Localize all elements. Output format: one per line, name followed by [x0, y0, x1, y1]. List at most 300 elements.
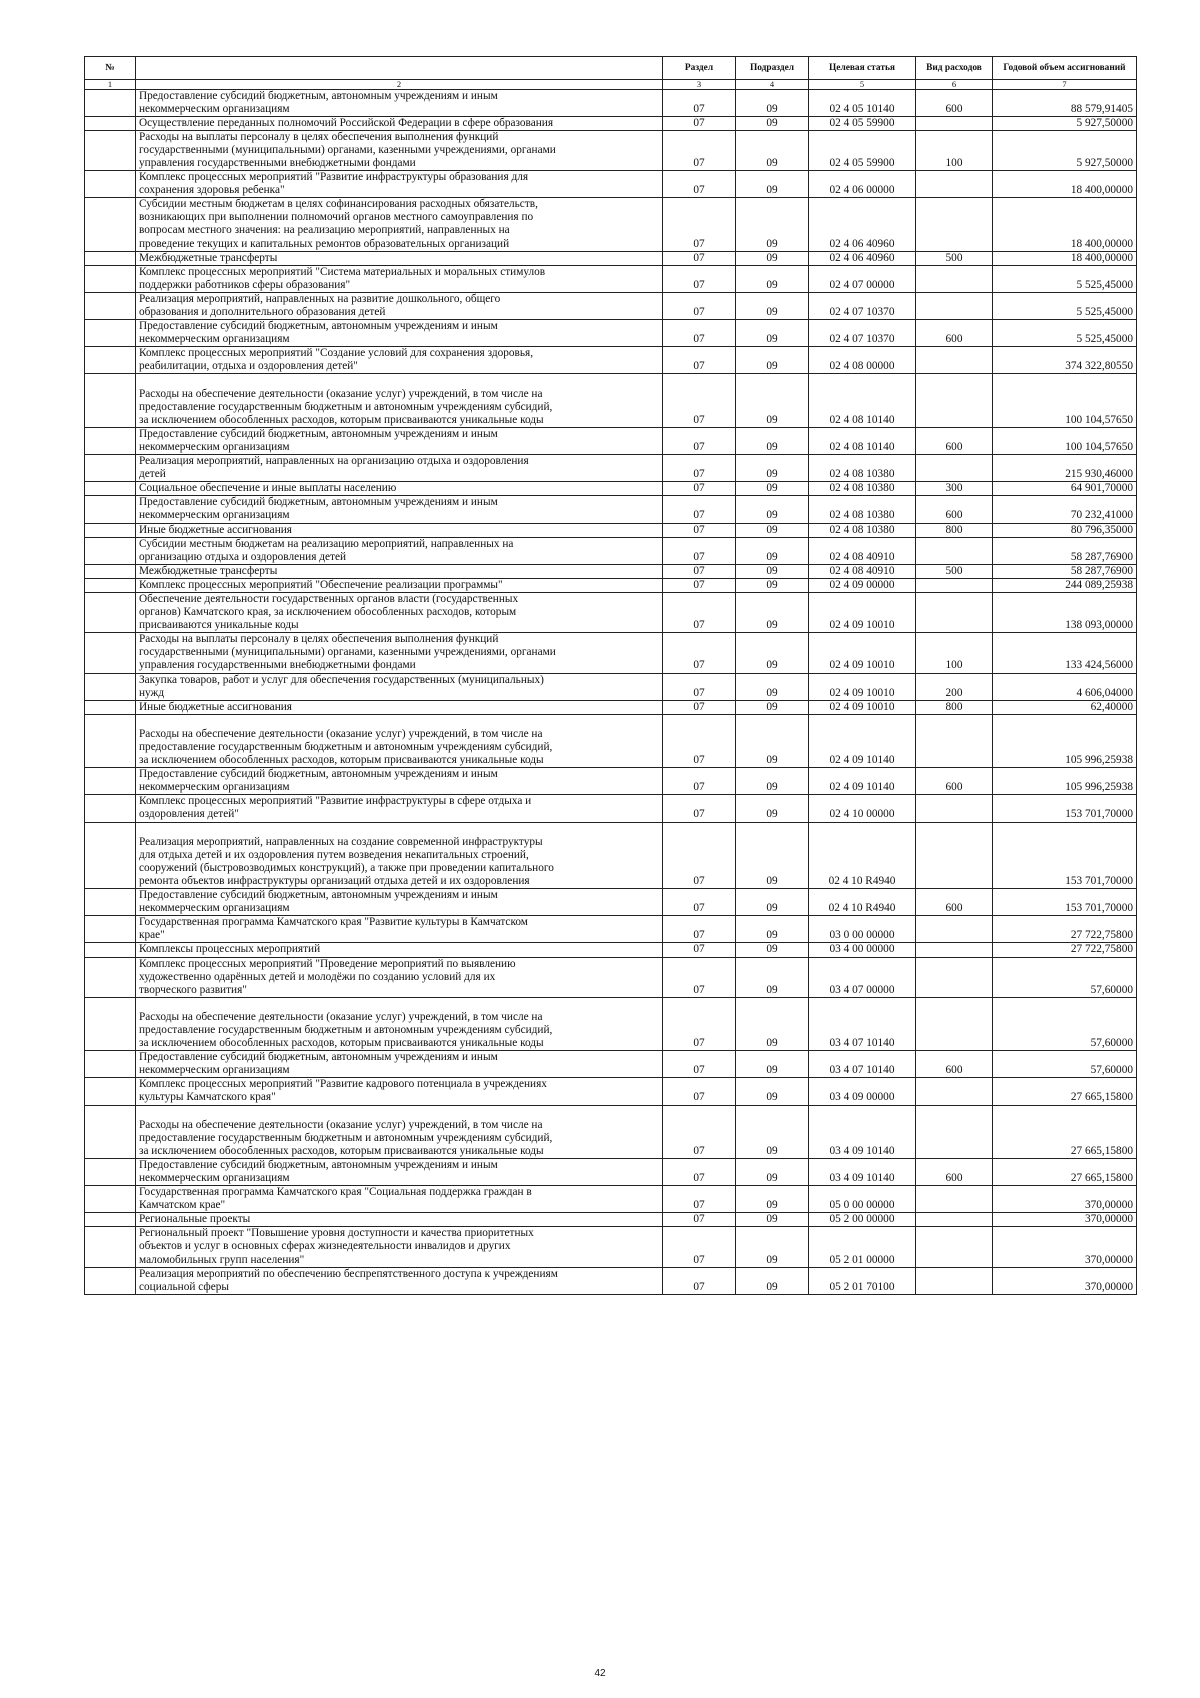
cell-expense-type: [916, 1105, 993, 1158]
cell-no: [85, 1186, 136, 1213]
cell-amount: 58 287,76900: [993, 564, 1137, 578]
cell-target-article: 02 4 06 00000: [809, 171, 916, 198]
cell-name: [136, 265, 663, 292]
cell-no: [85, 957, 136, 997]
cell-no: [85, 89, 136, 116]
cell-section: 07: [663, 714, 736, 767]
cell-target-article: 03 0 00 00000: [809, 916, 916, 943]
cell-name-line: Комплекс процессных мероприятий "Развитие инфраструктуры образования для: [139, 171, 529, 184]
cell-section: 07: [663, 374, 736, 427]
table-body: [85, 89, 1137, 1294]
cell-section: 07: [663, 116, 736, 130]
cell-amount: 58 287,76900: [993, 537, 1137, 564]
cell-name-line: сохранения здоровья ребенка": [139, 184, 285, 197]
cell-name-line: Предоставление субсидий бюджетным, автономным учреждениям и иным: [139, 1051, 498, 1064]
cell-expense-type: [916, 374, 993, 427]
cell-name-line: государственными (муниципальными) органами, казенными учреждениями, органами: [139, 143, 556, 156]
cell-name: [136, 1267, 663, 1294]
cell-expense-type: [916, 455, 993, 482]
cell-name-line: за исключением обособленных расходов, которым присваиваются уникальные коды: [139, 1037, 544, 1050]
table-row: [85, 1186, 1137, 1213]
cell-name: [136, 292, 663, 319]
cell-section: 07: [663, 1105, 736, 1158]
table-row: [85, 251, 1137, 265]
cell-name: [136, 673, 663, 700]
cell-subsection: 09: [736, 1186, 809, 1213]
cell-name-line: некоммерческим организациям: [139, 333, 290, 346]
cell-name-line: управления государственными внебюджетными фондами: [139, 659, 416, 672]
cell-subsection: 09: [736, 523, 809, 537]
cell-name-line: Комплекс процессных мероприятий "Развитие инфраструктуры в сфере отдыха и: [139, 795, 532, 808]
cell-subsection: 09: [736, 482, 809, 496]
header-no: №: [85, 57, 136, 80]
cell-amount: 4 606,04000: [993, 673, 1137, 700]
cell-section: 07: [663, 822, 736, 888]
cell-no: [85, 997, 136, 1050]
cell-no: [85, 633, 136, 673]
cell-expense-type: [916, 116, 993, 130]
cell-section: 07: [663, 251, 736, 265]
cell-name-line: Предоставление субсидий бюджетным, автономным учреждениям и иным: [139, 889, 498, 902]
cell-name: [136, 130, 663, 170]
cell-name-line: некоммерческим организациям: [139, 102, 290, 115]
cell-name: [136, 198, 663, 251]
cell-name-line: Социальное обеспечение и иные выплаты населению: [139, 482, 397, 495]
cell-section: 07: [663, 768, 736, 795]
cell-no: [85, 564, 136, 578]
cell-name: [136, 455, 663, 482]
cell-name-line: Комплексы процессных мероприятий: [139, 943, 321, 956]
col-number: 5: [809, 80, 916, 90]
cell-subsection: 09: [736, 1051, 809, 1078]
cell-target-article: 02 4 10 R4940: [809, 889, 916, 916]
cell-name-line: крае": [139, 929, 165, 942]
table-row: [85, 943, 1137, 957]
cell-expense-type: [916, 957, 993, 997]
cell-name-line: оздоровления детей": [139, 808, 239, 821]
cell-subsection: 09: [736, 455, 809, 482]
cell-subsection: 09: [736, 537, 809, 564]
cell-section: 07: [663, 292, 736, 319]
cell-amount: 153 701,70000: [993, 822, 1137, 888]
cell-name-line: государственными (муниципальными) органами, казенными учреждениями, органами: [139, 646, 556, 659]
page-number: 42: [594, 1668, 606, 1679]
table-row: [85, 292, 1137, 319]
cell-expense-type: 600: [916, 320, 993, 347]
cell-name-line: некоммерческим организациям: [139, 1064, 290, 1077]
cell-target-article: 02 4 08 10380: [809, 523, 916, 537]
table-row: [85, 455, 1137, 482]
table-row: [85, 198, 1137, 251]
cell-no: [85, 1105, 136, 1158]
cell-expense-type: [916, 795, 993, 822]
cell-expense-type: [916, 822, 993, 888]
cell-amount: 88 579,91405: [993, 89, 1137, 116]
cell-expense-type: 500: [916, 251, 993, 265]
cell-name: [136, 482, 663, 496]
col-number: 2: [136, 80, 663, 90]
cell-name: [136, 700, 663, 714]
cell-no: [85, 171, 136, 198]
cell-target-article: 02 4 08 00000: [809, 347, 916, 374]
cell-name: [136, 427, 663, 454]
table-row: [85, 320, 1137, 347]
cell-subsection: 09: [736, 1158, 809, 1185]
cell-section: 07: [663, 130, 736, 170]
cell-subsection: 09: [736, 1267, 809, 1294]
cell-subsection: 09: [736, 130, 809, 170]
cell-name-line: объектов и услуг в основных сферах жизнедеятельности инвалидов и других: [139, 1240, 511, 1253]
cell-section: 07: [663, 795, 736, 822]
cell-subsection: 09: [736, 265, 809, 292]
table-row: [85, 1267, 1137, 1294]
cell-name-line: сооружений (быстровозводимых конструкций), а также при проведении капитального: [139, 861, 554, 874]
cell-name-line: Региональные проекты: [139, 1213, 251, 1226]
table-row: [85, 795, 1137, 822]
cell-name-line: Реализация мероприятий, направленных на организацию отдыха и оздоровления: [139, 455, 529, 468]
cell-name: [136, 943, 663, 957]
cell-expense-type: [916, 916, 993, 943]
cell-name: [136, 564, 663, 578]
cell-amount: 374 322,80550: [993, 347, 1137, 374]
cell-name-line: маломобильных групп населения": [139, 1253, 305, 1266]
cell-subsection: 09: [736, 633, 809, 673]
cell-name-line: ремонта объектов инфраструктуры организаций отдыха детей и их оздоровления: [139, 874, 530, 887]
cell-name-line: некоммерческим организациям: [139, 1172, 290, 1184]
cell-target-article: 05 0 00 00000: [809, 1186, 916, 1213]
cell-name-line: некоммерческим организациям: [139, 781, 290, 794]
cell-target-article: 02 4 08 10140: [809, 427, 916, 454]
cell-amount: 133 424,56000: [993, 633, 1137, 673]
cell-name-line: за исключением обособленных расходов, которым присваиваются уникальные коды: [139, 1144, 544, 1157]
table-row: [85, 427, 1137, 454]
cell-amount: 5 927,50000: [993, 116, 1137, 130]
cell-target-article: 02 4 10 00000: [809, 795, 916, 822]
budget-table-page: [84, 56, 1136, 1295]
cell-target-article: 03 4 07 10140: [809, 997, 916, 1050]
cell-name: [136, 347, 663, 374]
cell-amount: 5 927,50000: [993, 130, 1137, 170]
cell-target-article: 03 4 09 10140: [809, 1158, 916, 1185]
cell-name-line: Комплекс процессных мероприятий "Создание условий для сохранения здоровья,: [139, 347, 534, 360]
cell-subsection: 09: [736, 292, 809, 319]
cell-no: [85, 427, 136, 454]
cell-name-line: социальной сферы: [139, 1280, 229, 1293]
cell-amount: 5 525,45000: [993, 265, 1137, 292]
cell-section: 07: [663, 592, 736, 632]
cell-expense-type: 600: [916, 89, 993, 116]
cell-subsection: 09: [736, 251, 809, 265]
table-row: [85, 997, 1137, 1050]
cell-name: [136, 822, 663, 888]
cell-name-line: Расходы на обеспечение деятельности (оказание услуг) учреждений, в том числе на: [139, 727, 543, 740]
cell-name-line: за исключением обособленных расходов, которым присваиваются уникальные коды: [139, 413, 544, 426]
cell-name-line: Расходы на выплаты персоналу в целях обеспечения выполнения функций: [139, 130, 499, 143]
cell-amount: 100 104,57650: [993, 374, 1137, 427]
cell-target-article: 02 4 07 10370: [809, 292, 916, 319]
cell-expense-type: 500: [916, 564, 993, 578]
budget-allocation-table: [84, 56, 1137, 1295]
cell-name-line: Осуществление переданных полномочий Российской Федерации в сфере образования: [139, 116, 554, 129]
cell-name-line: нужд: [139, 686, 165, 699]
cell-amount: 57,60000: [993, 1051, 1137, 1078]
table-row: [85, 633, 1137, 673]
cell-section: 07: [663, 427, 736, 454]
cell-section: 07: [663, 564, 736, 578]
cell-section: 07: [663, 1227, 736, 1267]
cell-expense-type: [916, 1227, 993, 1267]
cell-name: [136, 1078, 663, 1105]
cell-amount: 370,00000: [993, 1186, 1137, 1213]
cell-name-line: культуры Камчатского края": [139, 1091, 276, 1104]
cell-name-line: Расходы на обеспечение деятельности (оказание услуг) учреждений, в том числе на: [139, 1010, 543, 1023]
cell-amount: 57,60000: [993, 957, 1137, 997]
cell-section: 07: [663, 198, 736, 251]
cell-name-line: Закупка товаров, работ и услуг для обеспечения государственных (муниципальных): [139, 673, 544, 686]
cell-name: [136, 1186, 663, 1213]
cell-target-article: 02 4 09 10010: [809, 592, 916, 632]
cell-subsection: 09: [736, 673, 809, 700]
table-row: [85, 482, 1137, 496]
cell-subsection: 09: [736, 1105, 809, 1158]
cell-no: [85, 292, 136, 319]
cell-target-article: 05 2 01 70100: [809, 1267, 916, 1294]
cell-subsection: 09: [736, 592, 809, 632]
cell-amount: 27 665,15800: [993, 1158, 1137, 1185]
cell-subsection: 09: [736, 1227, 809, 1267]
cell-name-line: Межбюджетные трансферты: [139, 564, 278, 577]
cell-target-article: 02 4 07 00000: [809, 265, 916, 292]
cell-subsection: 09: [736, 89, 809, 116]
table-row: [85, 578, 1137, 592]
cell-section: 07: [663, 700, 736, 714]
cell-expense-type: 800: [916, 700, 993, 714]
cell-expense-type: [916, 592, 993, 632]
cell-expense-type: [916, 714, 993, 767]
col-number: 3: [663, 80, 736, 90]
cell-no: [85, 1213, 136, 1227]
cell-name-line: Государственная программа Камчатского края "Социальная поддержка граждан в: [139, 1186, 532, 1199]
cell-subsection: 09: [736, 997, 809, 1050]
cell-name: [136, 768, 663, 795]
cell-name: [136, 578, 663, 592]
cell-no: [85, 116, 136, 130]
table-header: [85, 57, 1137, 90]
cell-name-line: присваиваются уникальные коды: [139, 619, 299, 632]
cell-target-article: 02 4 08 10380: [809, 496, 916, 523]
cell-amount: 153 701,70000: [993, 889, 1137, 916]
cell-no: [85, 374, 136, 427]
cell-name: [136, 916, 663, 943]
cell-subsection: 09: [736, 1078, 809, 1105]
cell-name-line: возникающих при выполнении полномочий органов местного самоуправления по: [139, 211, 534, 224]
cell-expense-type: 600: [916, 1051, 993, 1078]
cell-target-article: 02 4 07 10370: [809, 320, 916, 347]
cell-subsection: 09: [736, 1213, 809, 1227]
cell-no: [85, 673, 136, 700]
cell-name-line: Комплекс процессных мероприятий "Развитие кадрового потенциала в учреждениях: [139, 1078, 547, 1091]
cell-amount: 18 400,00000: [993, 198, 1137, 251]
cell-amount: 100 104,57650: [993, 427, 1137, 454]
cell-amount: 105 996,25938: [993, 714, 1137, 767]
cell-subsection: 09: [736, 171, 809, 198]
table-row: [85, 957, 1137, 997]
table-row: [85, 916, 1137, 943]
cell-name-line: Межбюджетные трансферты: [139, 251, 278, 264]
cell-subsection: 09: [736, 700, 809, 714]
cell-amount: 27 665,15800: [993, 1105, 1137, 1158]
cell-no: [85, 130, 136, 170]
cell-section: 07: [663, 673, 736, 700]
cell-name-line: организацию отдыха и оздоровления детей: [139, 550, 347, 563]
cell-no: [85, 916, 136, 943]
cell-name: [136, 889, 663, 916]
header-target-article: Целевая статья: [809, 57, 916, 80]
col-number: 6: [916, 80, 993, 90]
table-row: [85, 116, 1137, 130]
cell-subsection: 09: [736, 496, 809, 523]
table-row: [85, 523, 1137, 537]
cell-name-line: Расходы на выплаты персоналу в целях обеспечения выполнения функций: [139, 633, 499, 646]
table-row: [85, 89, 1137, 116]
cell-subsection: 09: [736, 768, 809, 795]
cell-section: 07: [663, 957, 736, 997]
cell-target-article: 02 4 09 10010: [809, 700, 916, 714]
cell-name: [136, 320, 663, 347]
cell-no: [85, 822, 136, 888]
cell-name: [136, 1158, 663, 1185]
cell-no: [85, 578, 136, 592]
cell-amount: 5 525,45000: [993, 292, 1137, 319]
col-number: 1: [85, 80, 136, 90]
cell-name: [136, 714, 663, 767]
cell-target-article: 05 2 01 00000: [809, 1227, 916, 1267]
cell-subsection: 09: [736, 347, 809, 374]
cell-no: [85, 198, 136, 251]
cell-name: [136, 89, 663, 116]
cell-subsection: 09: [736, 822, 809, 888]
cell-subsection: 09: [736, 116, 809, 130]
cell-name-line: Обеспечение деятельности государственных органов власти (государственных: [139, 592, 519, 605]
table-row: [85, 673, 1137, 700]
cell-expense-type: [916, 292, 993, 319]
cell-name-line: Расходы на обеспечение деятельности (оказание услуг) учреждений, в том числе на: [139, 1118, 543, 1131]
cell-name-line: Предоставление субсидий бюджетным, автономным учреждениям и иным: [139, 427, 498, 440]
cell-section: 07: [663, 265, 736, 292]
cell-amount: 18 400,00000: [993, 251, 1137, 265]
header-subsection: Подраздел: [736, 57, 809, 80]
cell-expense-type: [916, 578, 993, 592]
header-number-row: [85, 80, 1137, 90]
cell-amount: 105 996,25938: [993, 768, 1137, 795]
cell-amount: 27 665,15800: [993, 1078, 1137, 1105]
cell-subsection: 09: [736, 427, 809, 454]
cell-name-line: предоставление государственным бюджетным и автономным учреждениям субсидий,: [139, 741, 553, 753]
table-row: [85, 130, 1137, 170]
cell-expense-type: [916, 171, 993, 198]
cell-amount: 138 093,00000: [993, 592, 1137, 632]
cell-expense-type: 600: [916, 889, 993, 916]
cell-target-article: 02 4 09 10010: [809, 673, 916, 700]
cell-section: 07: [663, 889, 736, 916]
cell-section: 07: [663, 171, 736, 198]
cell-amount: 64 901,70000: [993, 482, 1137, 496]
cell-name-line: образования и дополнительного образования детей: [139, 306, 386, 318]
table-row: [85, 889, 1137, 916]
cell-expense-type: [916, 1078, 993, 1105]
cell-expense-type: 100: [916, 130, 993, 170]
cell-target-article: 02 4 08 40910: [809, 564, 916, 578]
cell-amount: 27 722,75800: [993, 943, 1137, 957]
cell-expense-type: 100: [916, 633, 993, 673]
header-section: Раздел: [663, 57, 736, 80]
cell-name-line: Комплекс процессных мероприятий "Система материальных и моральных стимулов: [139, 265, 546, 278]
cell-section: 07: [663, 523, 736, 537]
cell-name: [136, 523, 663, 537]
header-row: [85, 57, 1137, 80]
cell-no: [85, 795, 136, 822]
cell-expense-type: [916, 1186, 993, 1213]
table-row: [85, 564, 1137, 578]
cell-name-line: Реализация мероприятий, направленных на создание современной инфраструктуры: [139, 835, 543, 848]
table-row: [85, 265, 1137, 292]
cell-expense-type: [916, 537, 993, 564]
cell-section: 07: [663, 455, 736, 482]
cell-no: [85, 265, 136, 292]
cell-name-line: Предоставление субсидий бюджетным, автономным учреждениям и иным: [139, 89, 498, 102]
table-row: [85, 1105, 1137, 1158]
cell-target-article: 03 4 00 00000: [809, 943, 916, 957]
cell-name-line: Комплекс процессных мероприятий "Проведение мероприятий по выявлению: [139, 957, 516, 970]
cell-name-line: Предоставление субсидий бюджетным, автономным учреждениям и иным: [139, 768, 498, 781]
cell-no: [85, 537, 136, 564]
cell-name-line: Иные бюджетные ассигнования: [139, 700, 292, 713]
cell-no: [85, 1267, 136, 1294]
cell-target-article: 02 4 08 10140: [809, 374, 916, 427]
cell-amount: 70 232,41000: [993, 496, 1137, 523]
cell-subsection: 09: [736, 198, 809, 251]
cell-section: 07: [663, 997, 736, 1050]
cell-amount: 80 796,35000: [993, 523, 1137, 537]
cell-name: [136, 171, 663, 198]
cell-expense-type: [916, 1267, 993, 1294]
cell-name: [136, 1213, 663, 1227]
cell-no: [85, 482, 136, 496]
table-row: [85, 768, 1137, 795]
cell-name: [136, 957, 663, 997]
cell-amount: 27 722,75800: [993, 916, 1137, 943]
cell-amount: 153 701,70000: [993, 795, 1137, 822]
cell-no: [85, 943, 136, 957]
table-row: [85, 700, 1137, 714]
cell-amount: 370,00000: [993, 1267, 1137, 1294]
cell-name-line: художественно одарённых детей и молодёжи по созданию условий для их: [139, 970, 496, 983]
cell-amount: 370,00000: [993, 1213, 1137, 1227]
cell-subsection: 09: [736, 374, 809, 427]
cell-no: [85, 347, 136, 374]
cell-target-article: 02 4 06 40960: [809, 198, 916, 251]
cell-name: [136, 537, 663, 564]
cell-no: [85, 320, 136, 347]
cell-no: [85, 714, 136, 767]
cell-target-article: 05 2 00 00000: [809, 1213, 916, 1227]
cell-no: [85, 251, 136, 265]
cell-no: [85, 768, 136, 795]
cell-expense-type: 300: [916, 482, 993, 496]
cell-name: [136, 1105, 663, 1158]
cell-amount: 215 930,46000: [993, 455, 1137, 482]
cell-no: [85, 1051, 136, 1078]
